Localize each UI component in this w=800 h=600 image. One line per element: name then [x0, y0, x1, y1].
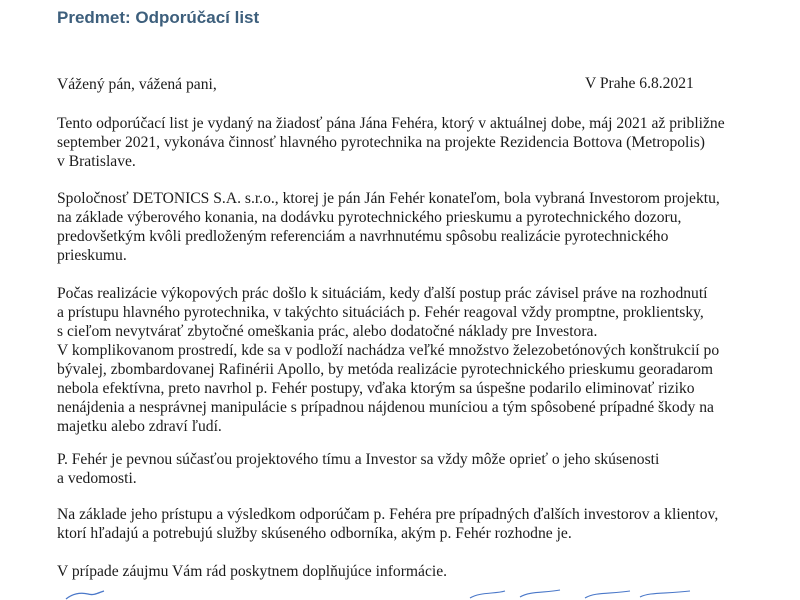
text-line: a prístupu hlavného pyrotechnika, v takýchto situáciách p. Fehér reagoval vždy promptne, proklientsky, [57, 304, 704, 321]
paragraph-team [57, 450, 747, 488]
text-line: majetku alebo zdraví ľudí. [57, 418, 222, 435]
signature-mark-right [470, 590, 690, 598]
text-line: V prípade záujmu Vám rád poskytnem doplňujúce informácie. [57, 563, 448, 580]
salutation: Vážený pán, vážená pani, [57, 76, 217, 93]
text-line: prieskumu. [57, 247, 127, 264]
text-line: Na základe jeho prístupu a výsledkom odporúčam p. Fehéra pre prípadných ďalších investorov a klientov, [57, 506, 719, 523]
paragraph-realization [57, 284, 747, 436]
text-line: V komplikovanom prostredí, kde sa v podloží nachádza veľké množstvo železobetónových konštrukcií po [57, 342, 720, 359]
paragraph-company [57, 189, 747, 265]
paragraph-contact [57, 562, 747, 581]
text-line: bývalej, zbombardovanej Rafinérii Apollo, by metóda realizácie pyrotechnického prieskumu georadarom [57, 361, 714, 378]
place-date: V Prahe 6.8.2021 [585, 75, 694, 92]
text-line: v Bratislave. [57, 153, 136, 170]
signature-strokes [0, 588, 800, 600]
text-line: s cieľom nevytvárať zbytočné omeškania prác, alebo dodatočné náklady pre Investora. [57, 323, 598, 340]
text-line: P. Fehér je pevnou súčasťou projektového tímu a Investor sa vždy môže oprieť o jeho skúsenosti [57, 451, 660, 468]
text-line: Spoločnosť DETONICS S.A. s.r.o., ktorej je pán Ján Fehér konateľom, bola vybraná Investorom projektu, [57, 190, 720, 207]
text-line: predovšetkým kvôli predloženým referenciám a navrhnutému spôsobu realizácie pyrotechnického [57, 228, 669, 245]
subject-heading: Predmet: Odporúčací list [57, 8, 260, 27]
text-line: Počas realizácie výkopových prác došlo k situáciám, kedy ďalší postup prác závisel práve na rozhodnutí [57, 285, 708, 302]
paragraph-recommendation [57, 505, 747, 543]
text-line: ktorí hľadajú a potrebujú služby skúseného odborníka, akým p. Fehér rozhodne je. [57, 525, 572, 542]
signature-mark-left [66, 591, 104, 599]
text-line: Tento odporúčací list je vydaný na žiadosť pána Jána Fehéra, ktorý v aktuálnej dobe, máj 2021 až približne [57, 115, 725, 132]
text-line: nebola efektívna, preto navrhol p. Fehér postupy, vďaka ktorým sa úspešne podarilo eliminovať riziko [57, 380, 695, 397]
text-line: september 2021, vykonáva činnosť hlavného pyrotechnika na projekte Rezidencia Bottova (Metropolis) [57, 134, 705, 151]
text-line: a vedomosti. [57, 470, 137, 487]
paragraph-request [57, 114, 747, 171]
text-line: na základe výberového konania, na dodávku pyrotechnického prieskumu a pyrotechnického dozoru, [57, 209, 682, 226]
text-line: nenájdenia a nesprávnej manipulácie s prípadnou nájdenou muníciou a tým spôsobené prípadné škody na [57, 399, 714, 416]
